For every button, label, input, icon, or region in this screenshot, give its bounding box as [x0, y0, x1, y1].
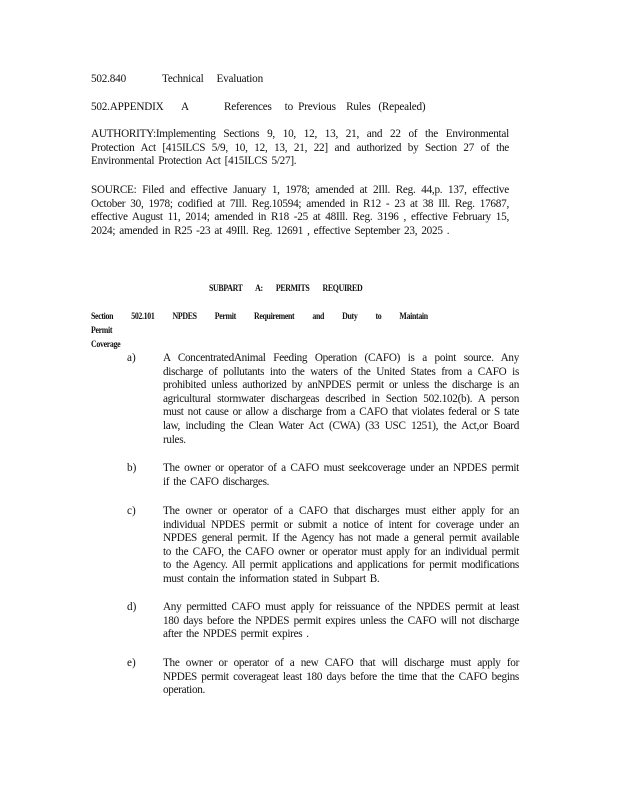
toc-entry-502-840: [91, 73, 263, 85]
list-item-label: e): [127, 657, 136, 669]
subpart-heading: SUBPART A: PERMITS REQUIRED: [209, 283, 363, 294]
toc-entry-appendix-a: [91, 101, 425, 113]
list-item-label: a): [127, 352, 136, 364]
toc-appendix-letter: A: [181, 101, 189, 113]
list-item-text: A ConcentratedAnimal Feeding Operation (CAFO) is a point source. Any discharge of pollutants into the waters of the United States from a CAFO is prohibited unless authorized by anNPDES permit or unless the discharge is an agricultural stormwater dischargeas described in Section 502.102(b). A person must not cause or allow a discharge from a CAFO that violates federal or S tate law, including the Clean Water Act (CWA) (33 USC 1251), the Act,or Board rules.: [163, 352, 519, 446]
list-item-text: The owner or operator of a CAFO that discharges must either apply for an individual NPDES permit or submit a notice of intent for coverage under an NPDES general permit. If the Agency has not made a general permit available to the CAFO, the CAFO owner or operator must apply for an individual permit to the Agency. All permit applications and applications for permit modifications must contain the information stated in Subpart B.: [163, 505, 519, 585]
list-item-label: b): [127, 462, 137, 474]
list-item-text: The owner or operator of a CAFO must seekcoverage under an NPDES permit if the CAFO discharges.: [163, 462, 519, 488]
section-heading-word: Permit: [91, 325, 113, 336]
section-heading-word: Permit: [214, 311, 236, 322]
section-heading-word: to: [375, 311, 382, 322]
toc-section-title: Technical Evaluation: [162, 73, 263, 85]
toc-appendix-number: 502.APPENDIX: [91, 101, 164, 113]
section-heading-word: Maintain: [399, 311, 428, 322]
section-heading-coverage: Coverage: [91, 339, 121, 350]
section-heading-word: NPDES: [172, 311, 197, 322]
toc-appendix-title: References to Previous Rules (Repealed): [224, 101, 426, 113]
section-heading-word: Duty: [342, 311, 358, 322]
list-item-label: c): [127, 505, 136, 517]
source-paragraph: SOURCE: Filed and effective January 1, 1978; amended at 2Ill. Reg. 44,p. 137, effective October 30, 1978; codified at 7Ill. Reg.10594; amended in R12 - 23 at 38 Ill. Reg. 17687, effective August 11, 2014; amended in R18 -25 at 48Ill. Reg. 3196 , effective February 15, 2024; amended in R25 -23 at 49Ill. Reg. 12691 , effective September 23, 2025 .: [91, 184, 509, 237]
list-item-text: Any permitted CAFO must apply for reissuance of the NPDES permit at least 180 days before the NPDES permit expires unless the CAFO will not discharge after the NPDES permit expires .: [163, 601, 519, 641]
list-item-text: The owner or operator of a new CAFO that will discharge must apply for NPDES permit coverageat least 180 days before the time that the CAFO begins operation.: [163, 657, 519, 697]
toc-section-number: 502.840: [91, 73, 126, 85]
authority-paragraph: AUTHORITY:Implementing Sections 9, 10, 12, 13, 21, and 22 of the Environmental Protection Act [415ILCS 5/9, 10, 12, 13, 21, 22] and authorized by Section 27 of the Environmental Protection Act [415ILCS 5/27].: [91, 128, 509, 168]
section-heading-word: and: [312, 311, 325, 322]
list-item-label: d): [127, 601, 137, 613]
section-heading: [91, 310, 476, 352]
section-heading-word: Section: [91, 311, 114, 322]
section-heading-word: Requirement: [253, 311, 295, 322]
section-heading-word: 502.101: [131, 311, 155, 322]
